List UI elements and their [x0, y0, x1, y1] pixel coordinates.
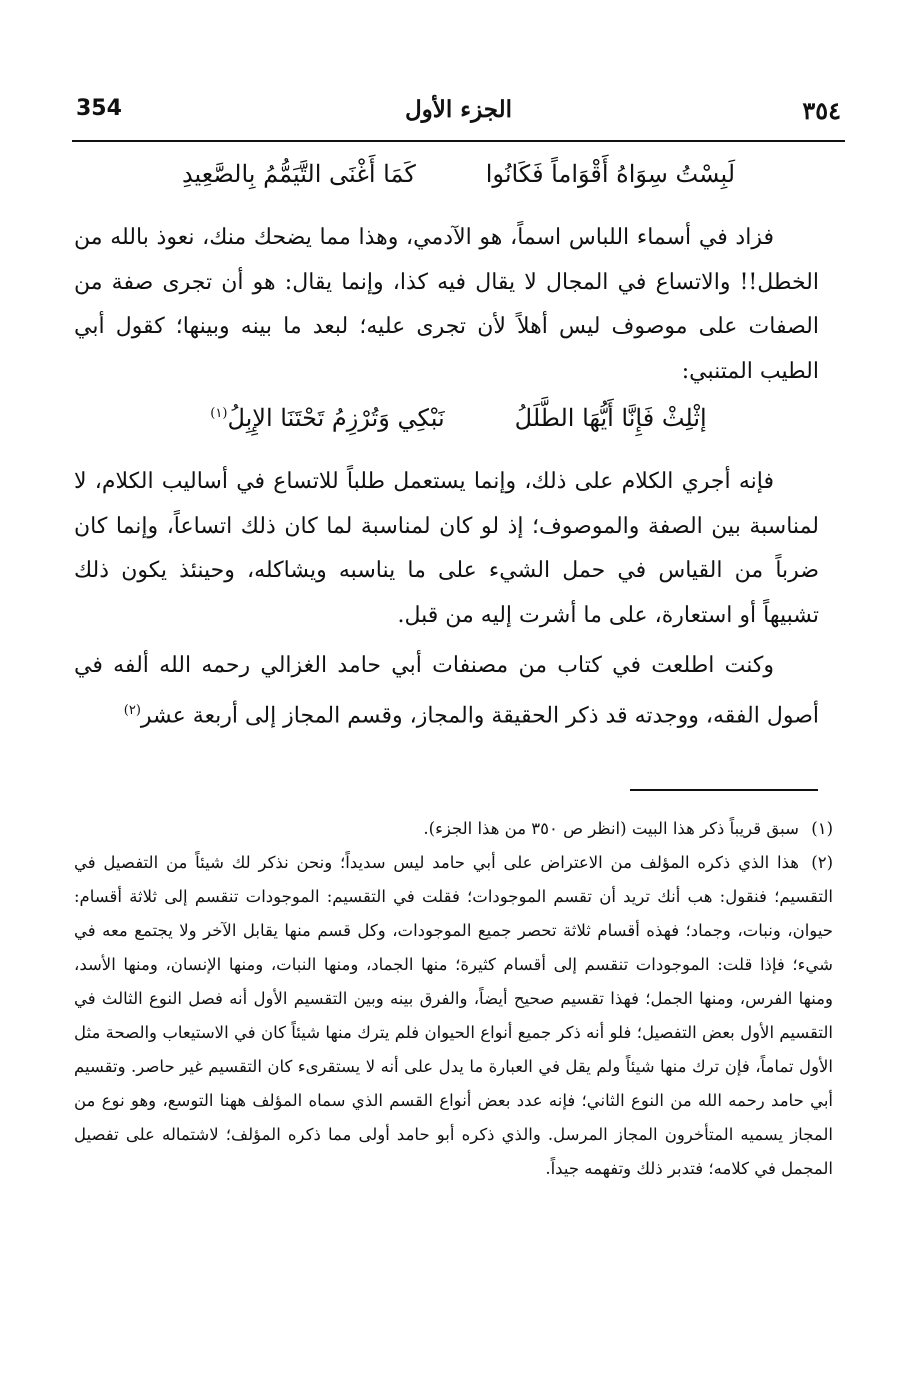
- page-header: [66, 96, 851, 136]
- footnote-marker: (١): [210, 406, 228, 421]
- paragraph-3-text: [74, 644, 819, 738]
- paragraph-2-text: فإنه أجري الكلام على ذلك، وإنما يستعمل طلباً للاتساع في أساليب الكلام، لا لمناسبة بين الصفة والموصوف؛ إذ لو كان لمناسبة لما كان ذلك اتساعاً، وإنما كان ضرباً من القياس في حمل الشيء على ما يناسبه ويشاكله، وحينئذ يكون ذلك تشبيهاً أو استعارة، على ما أشرت إليه من قبل.: [74, 469, 819, 628]
- footnote-1: [74, 812, 833, 846]
- verse-line-2: [60, 404, 857, 432]
- footnote-text: سبق قريباً ذكر هذا البيت (انظر ص ٣٥٠ من هذا الجزء).: [423, 819, 799, 838]
- verse-hemistich-left-text: نَبْكِي وَتُرْزِمُ تَحْتَنَا الإِبِلُ: [227, 404, 445, 432]
- footnote-separator: [630, 789, 818, 791]
- page-number-arabic: ٣٥٤: [802, 96, 841, 125]
- verse-hemistich-left: [210, 404, 444, 432]
- footnote-number: (٢): [811, 853, 833, 872]
- running-title: الجزء الأول: [404, 96, 513, 123]
- verse-hemistich-right: إثْلِثْ فَإِنَّا أَيُّهَا الطَّلَلُ: [514, 404, 707, 432]
- paragraph-3: [74, 644, 819, 738]
- header-rule: [72, 140, 845, 142]
- verse-line-1: [60, 160, 857, 188]
- footnote-text: هذا الذي ذكره المؤلف من الاعتراض على أبي حامد ليس سديداً؛ ونحن نذكر لك شيئاً من التفصيل في التقسيم؛ فنقول: هب أنك تريد أن تقسم الموجودات؛ فقلت في التقسيم: الموجودات تنقسم إلى ثلاثة أقسام: حيوان، ونبات، وجماد؛ فهذه أقسام ثلاثة تحصر جميع الموجودات، وكل قسم منها يقابل الآخر ولا يجتمع معه في شيء؛ فإذا قلت: الموجودات تنقسم إلى أقسام كثيرة؛ منها الجماد، ومنها النبات، ومنها الإنسان، ومنها الأسد، ومنها الفرس، ومنها الجمل؛ فهذا تقسيم صحيح أيضاً، والفرق بينه وبين التقسيم الأول أنه فصل النوع الثالث في التقسيم الأول بعض التفصيل؛ فلو أنه ذكر جميع أنواع الحيوان فلم يترك منها شيئاً كان في الاستيعاب والصحة مثل الأول تماماً، فإن ترك منها شيئاً ولم يقل في العبارة ما يدل على أنه لا يستقرىء كان التقسيم غير حاصر. وتقسيم أبي حامد رحمه الله من النوع الثاني؛ فإنه عدد بعض أنواع القسم الذي سماه المؤلف ههنا التوسع، وهو نوع من المجاز يسميه المتأخرون المجاز المرسل. والذي ذكره أبو حامد أولى مما ذكره المؤلف؛ لاشتماله على تفصيل المجمل في كلامه؛ فتدبر ذلك وتفهمه جيداً.: [74, 853, 833, 1178]
- paragraph-1: [74, 216, 819, 394]
- page-number-latin: 354: [76, 96, 122, 121]
- verse-hemistich-right: لَبِسْتُ سِوَاهُ أَقْوَاماً فَكَانُوا: [485, 160, 736, 188]
- footnotes: [74, 812, 833, 1186]
- paragraph-1-text: فزاد في أسماء اللباس اسماً، هو الآدمي، وهذا مما يضحك منك، نعوذ بالله من الخطل!! والاتساع في المجال لا يقال فيه كذا، وإنما يقال: هو أن تجرى صفة من الصفات على موصوف ليس أهلاً لأن تجرى عليه؛ لبعد ما بينه وبينها؛ كقول أبي الطيب المتنبي:: [74, 225, 819, 384]
- footnote-2: [74, 846, 833, 1186]
- paragraph-3-body: وكنت اطلعت في كتاب من مصنفات أبي حامد الغزالي رحمه الله ألفه في أصول الفقه، ووجدته قد ذكر الحقيقة والمجاز، وقسم المجاز إلى أربعة عشر: [74, 653, 819, 728]
- footnote-marker: (٢): [123, 702, 141, 718]
- paragraph-2: [74, 460, 819, 638]
- verse-hemistich-left: كَمَا أَغْنَى التَّيَمُّمُ بِالصَّعِيدِ: [181, 160, 416, 188]
- footnote-number: (١): [811, 819, 833, 838]
